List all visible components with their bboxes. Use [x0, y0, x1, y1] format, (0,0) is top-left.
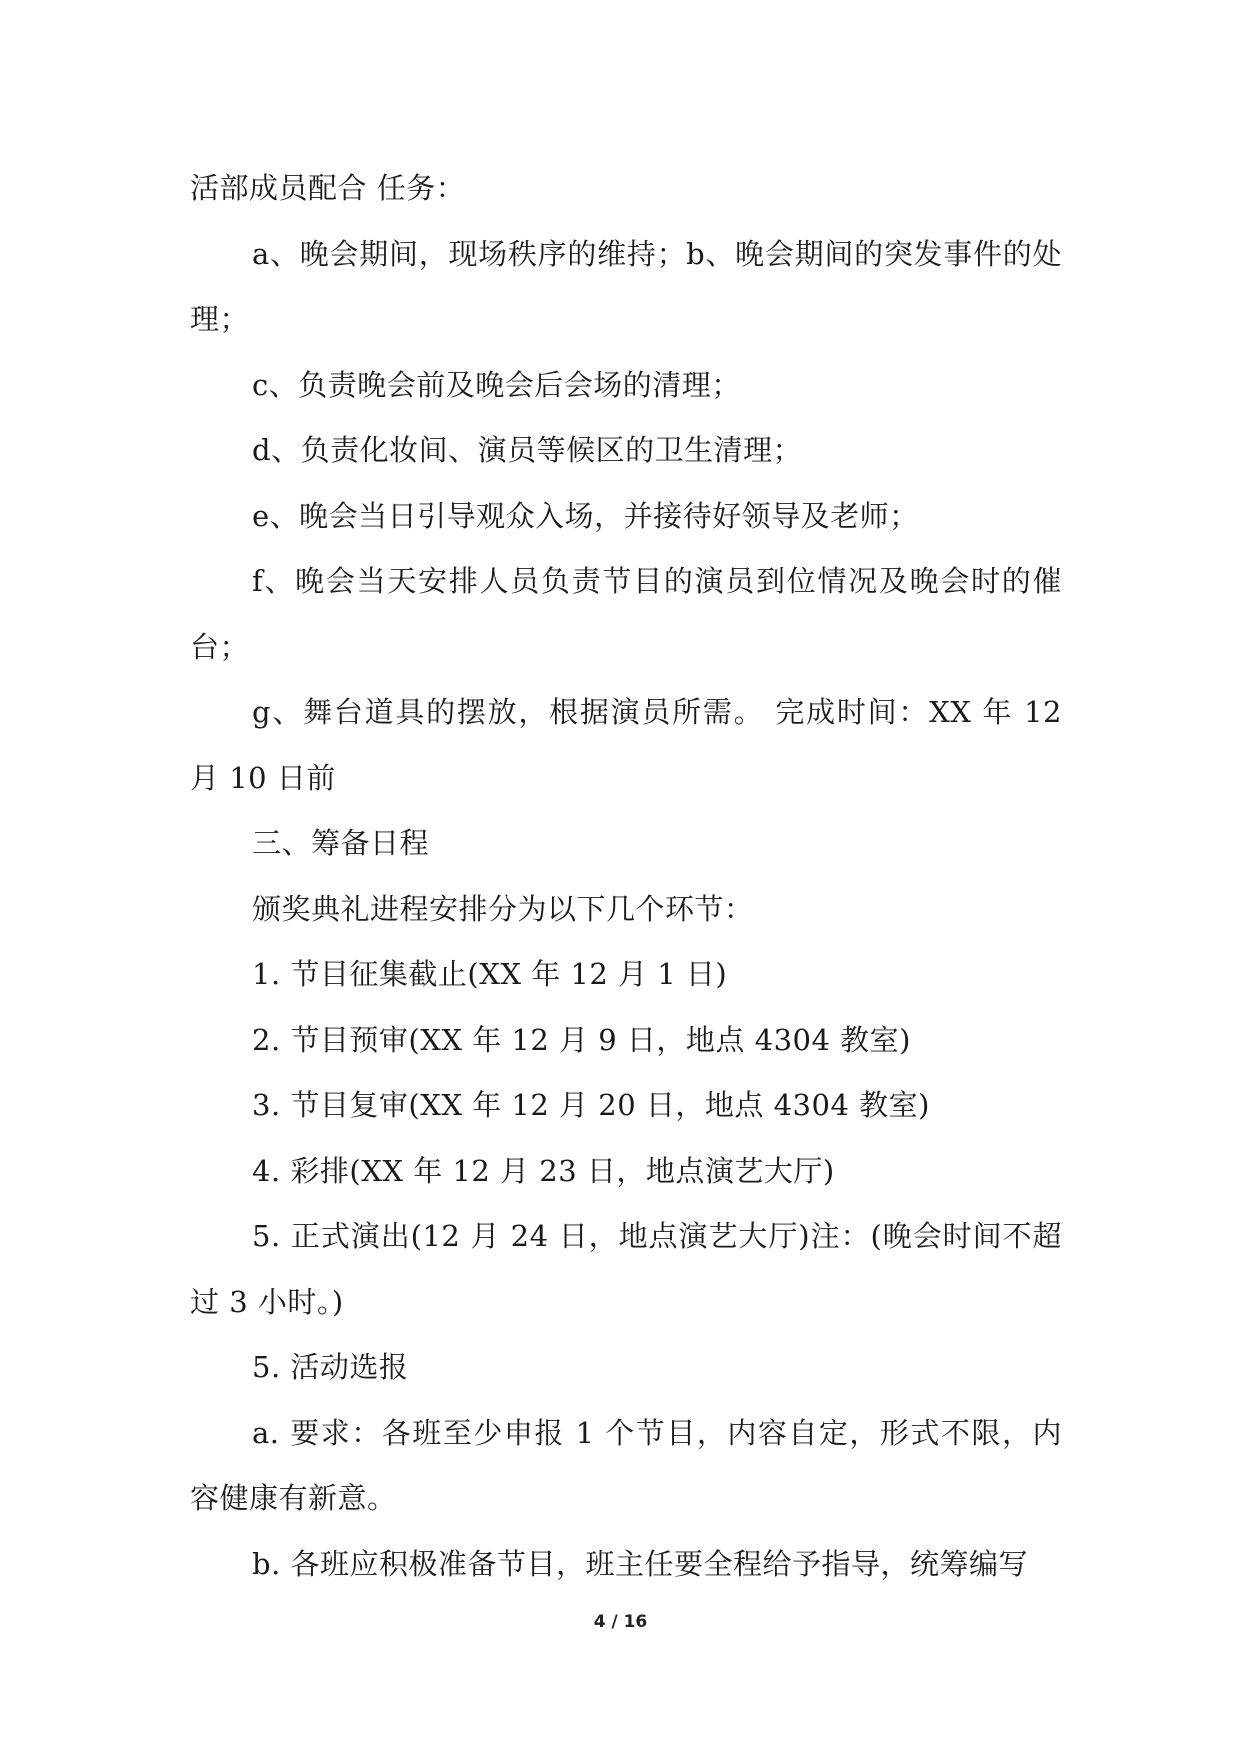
paragraph-requirement-b: b. 各班应积极准备节目，班主任要全程给予指导，统筹编写	[252, 1546, 1029, 1581]
body-text	[190, 156, 1062, 1597]
paragraph-item-a-b: a、晚会期间，现场秩序的维持；b、晚会期间的突发事件的处理；	[190, 236, 1062, 336]
paragraph-item-g: g、舞台道具的摆放，根据演员所需。 完成时间：XX 年 12 月 10 日前	[190, 695, 1062, 795]
schedule-item-3: 3. 节目复审(XX 年 12 月 20 日，地点 4304 教室)	[252, 1088, 930, 1122]
section-heading-selection: 5. 活动选报	[252, 1350, 409, 1384]
page-number: 4 / 16	[593, 1612, 648, 1632]
paragraph-requirement-a: a. 要求：各班至少申报 1 个节目，内容自定，形式不限，内容健康有新意。	[190, 1415, 1062, 1515]
paragraph-item-f: f、晚会当天安排人员负责节目的演员到位情况及晚会时的催台；	[190, 564, 1062, 664]
paragraph-item-e: e、晚会当日引导观众入场，并接待好领导及老师；	[252, 498, 919, 533]
schedule-item-2: 2. 节目预审(XX 年 12 月 9 日，地点 4304 教室)	[252, 1022, 911, 1057]
schedule-item-5: 5. 正式演出(12 月 24 日，地点演艺大厅)注：(晚会时间不超过 3 小时。)	[190, 1219, 1062, 1319]
paragraph-item-c: c、负责晚会前及晚会后会场的清理；	[252, 367, 741, 402]
paragraph-item-d: d、负责化妆间、演员等候区的卫生清理；	[252, 433, 803, 467]
schedule-item-1: 1. 节目征集截止(XX 年 12 月 1 日)	[252, 957, 728, 991]
schedule-item-4: 4. 彩排(XX 年 12 月 23 日，地点演艺大厅)	[252, 1153, 835, 1188]
paragraph-schedule-intro: 颁奖典礼进程安排分为以下几个环节：	[252, 891, 754, 926]
paragraph-task-heading: 活部成员配合 任务：	[190, 171, 466, 205]
section-heading-schedule: 三、筹备日程	[252, 826, 430, 860]
